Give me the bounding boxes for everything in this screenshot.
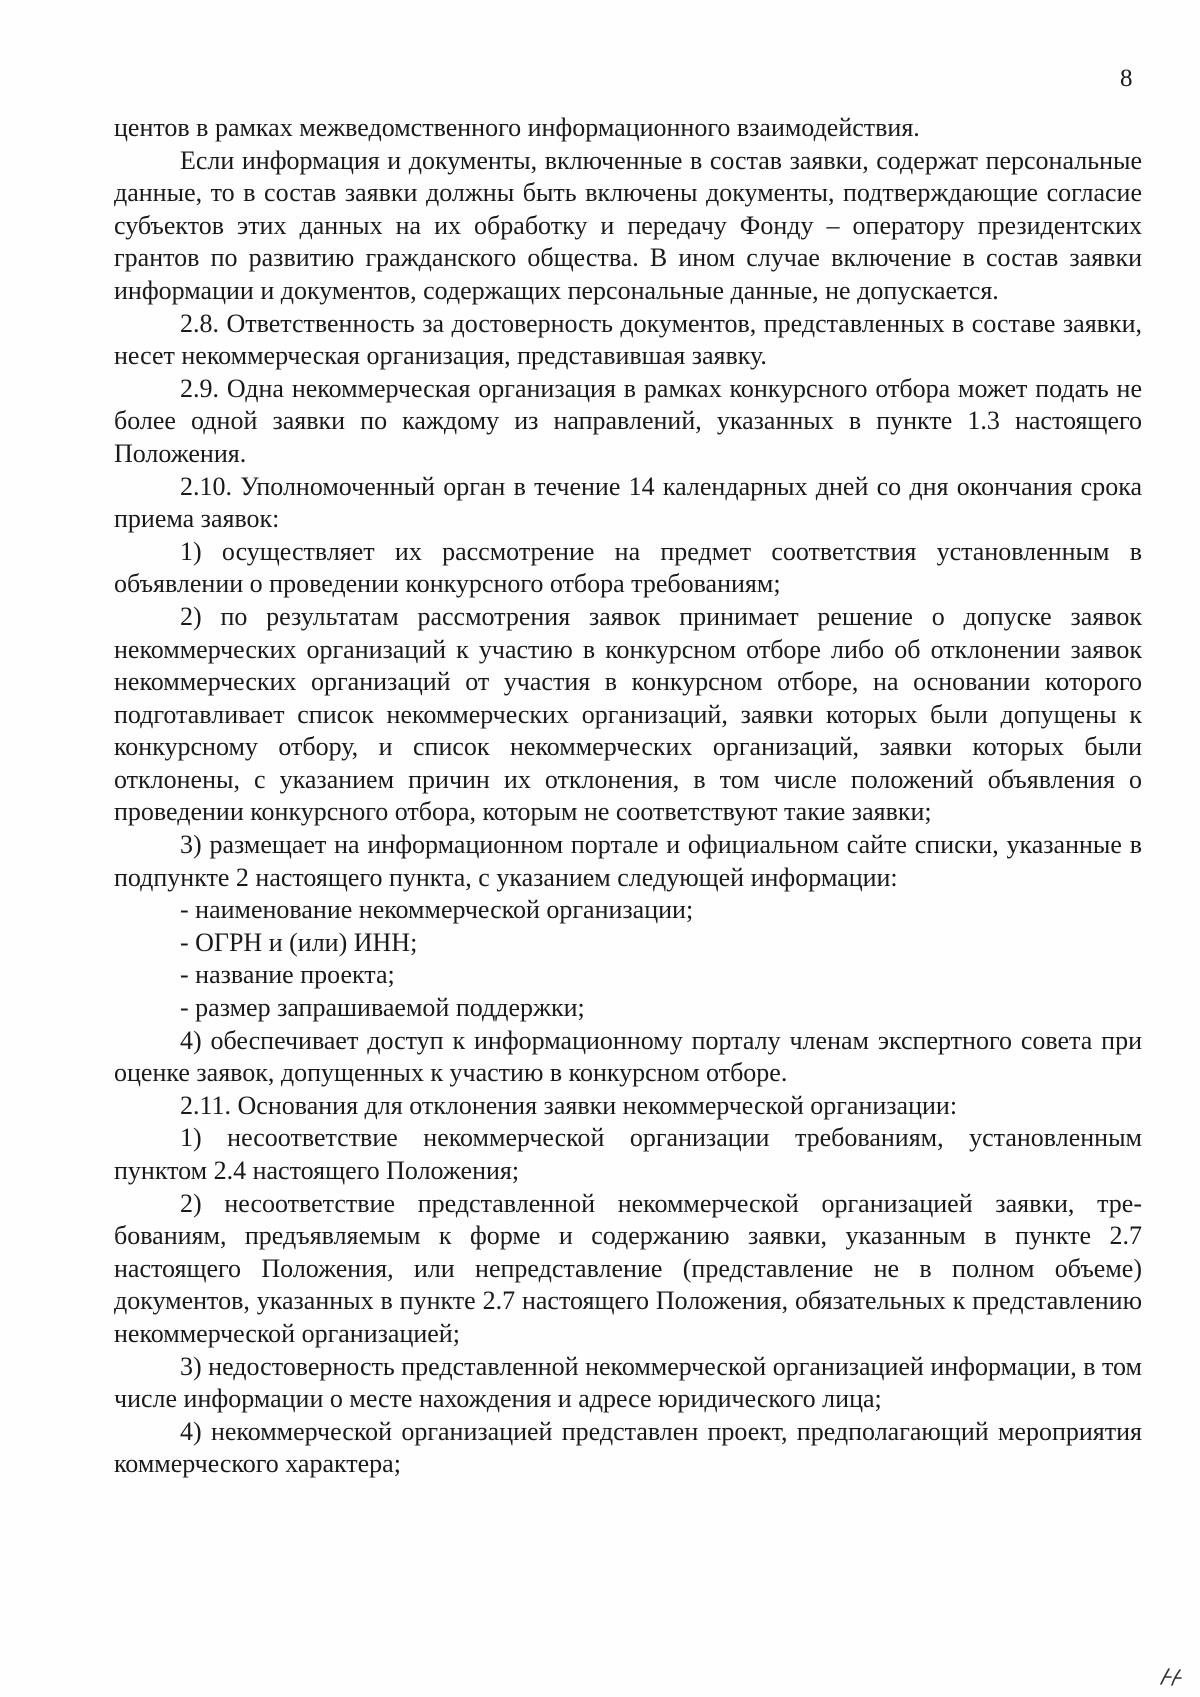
bullet-support-amount: - размер запрашиваемой поддержки; xyxy=(180,993,585,1023)
list-item-2-11-1: 1) несоответствие некоммерческой организации требованиям, установленным пунктом 2.4 настоящего Положения; xyxy=(114,1123,1142,1185)
list-item-2-11-4: 4) некоммерческой организацией представлен проект, предполагающий мероприятия коммерческого характера; xyxy=(114,1416,1142,1479)
paragraph-2-9: 2.9. Одна некоммерческая организация в рамках конкурсного отбора может подать не более одной заявки по каждому из направлений, указанных в пункте 1.3 настоящего Положения. xyxy=(114,373,1142,468)
bullet-org-name: - наименование некоммерческой организации; xyxy=(180,895,694,925)
paragraph-continuation: центов в рамках межведомственного информационного взаимодействия. xyxy=(114,113,920,142)
list-item-2-11-3: 3) недостоверность представленной некоммерческой организацией информации, в том числе информации о месте нахождения и адресе юридического лица; xyxy=(114,1351,1142,1414)
page-number: 8 xyxy=(1120,65,1133,92)
paragraph-personal-data: Если информация и документы, включенные в состав заявки, содержат персональные данные, то в состав заявки должны быть включены документы, подтверждающие согласие субъектов этих данных на их обработку и передачу Фонду – оператору президентских грантов по развитию гражданского общества. В ином случае включение в состав заявки информации и документов, содержащих персональные данные, не допускается. xyxy=(114,145,1142,305)
list-item-2-10-2: 2) по результатам рассмотрения заявок принимает решение о допуске заявок некоммерческих организаций к участию в конкурсном отборе либо об отклонении заявок некоммерческих организаций от участия в конкурсном отборе, на основании которого подготавливает список некоммерческих организаций, заявки которых были допущены к конкурсному отбору, и список некоммерческих организаций, заявки которых были отклонены, с указанием причин их отклонения, в том числе положений объявления о проведении конкурсного отбора, которым не соответствуют такие заявки; xyxy=(114,601,1142,827)
list-item-2-11-2: 2) несоответствие представленной некоммерческой организацией заявки, требованиям, предъявляемым к форме и содержанию заявки, указанным в пункте 2.7 настоящего Положения, или непредставление (представление не в полном объеме) документов, указанных в пункте 2.7 настоящего Положения, обязательных к представлению некоммерческой организацией; xyxy=(114,1188,1142,1348)
bullet-ogrn-inn: - ОГРН и (или) ИНН; xyxy=(180,927,418,957)
bullet-project-name: - название проекта; xyxy=(180,960,395,990)
paragraph-2-11: 2.11. Основания для отклонения заявки некоммерческой организации: xyxy=(180,1090,958,1120)
paragraph-2-10: 2.10. Уполномоченный орган в течение 14 календарных дней со дня окончания срока приема заявок: xyxy=(114,471,1142,534)
list-item-2-10-4: 4) обеспечивает доступ к информационному порталу членам экспертного совета при оценке заявок, допущенных к участию в конкурсном отборе. xyxy=(114,1025,1142,1088)
list-item-2-10-3: 3) размещает на информационном портале и официальном сайте списки, указанные в подпункте 2 настоящего пункта, с указанием следующей информации: xyxy=(114,830,1142,892)
handwritten-initials-mark xyxy=(1158,1666,1184,1688)
paragraph-2-8: 2.8. Ответственность за достоверность документов, представленных в составе заявки, несет некоммерческая организация, представившая заявку. xyxy=(114,308,1142,371)
document-body xyxy=(114,112,1142,1481)
list-item-2-10-1: 1) осуществляет их рассмотрение на предмет соответствия установленным в объявлении о проведении конкурсного отбора требованиям; xyxy=(114,536,1142,599)
